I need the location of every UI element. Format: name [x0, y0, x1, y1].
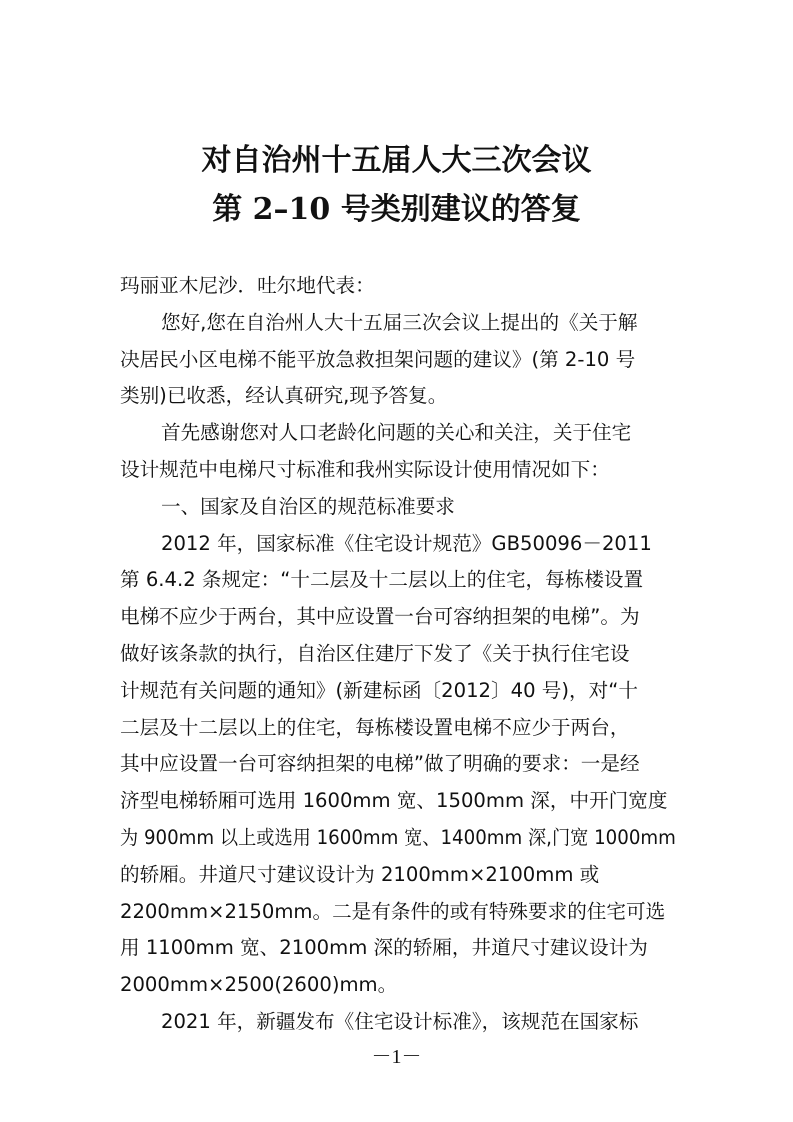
body-line: 用 1100mm 宽、2100mm 深的轿厢，井道尺寸建议设计为	[120, 936, 648, 960]
page-number: －1－	[371, 1046, 422, 1068]
body-line: 2000mm×2500(2600)mm。	[120, 973, 398, 997]
salutation: 玛丽亚木尼沙．吐尔地代表：	[120, 274, 375, 297]
body-line: 设计规范中电梯尺寸标准和我州实际设计使用情况如下：	[120, 458, 610, 481]
body-line: 电梯不应少于两台，其中应设置一台可容纳担架的电梯”。为	[120, 605, 640, 629]
body-line: 二层及十二层以上的住宅，每栋楼设置电梯不应少于两台，	[120, 715, 630, 739]
body-line: 决居民小区电梯不能平放急救担架问题的建议》(第 2-10 号	[120, 347, 636, 371]
document-title-line-1: 对自治州十五届人大三次会议	[201, 143, 592, 178]
body-line: 的轿厢。井道尺寸建议设计为 2100mm×2100mm 或	[120, 862, 600, 886]
body-line: 第 6.4.2 条规定：“十二层及十二层以上的住宅，每栋楼设置	[120, 568, 644, 592]
body-line: 其中应设置一台可容纳担架的电梯”做了明确的要求：一是经	[120, 752, 640, 776]
body-line: 济型电梯轿厢可选用 1600mm 宽、1500mm 深，中开门宽度	[120, 789, 668, 813]
body-line: 2021 年，新疆发布《住宅设计标准》，该规范在国家标	[161, 1010, 639, 1033]
body-line: 为 900mm 以上或选用 1600mm 宽、1400mm 深,门宽 1000mm	[120, 826, 676, 849]
body-line: 计规范有关问题的通知》(新建标函〔2012〕40 号)，对“十	[120, 678, 638, 702]
section-heading: 一、国家及自治区的规范标准要求	[161, 494, 455, 518]
document-title-line-2: 第 2–10 号类别建议的答复	[212, 192, 581, 227]
body-line: 您好,您在自治州人大十五届三次会议上提出的《关于解	[161, 310, 638, 334]
body-line: 2200mm×2150mm。二是有条件的或有特殊要求的住宅可选	[120, 899, 666, 923]
body-line: 2012 年，国家标准《住宅设计规范》GB50096－2011	[161, 531, 652, 555]
body-line: 首先感谢您对人口老龄化问题的关心和关注，关于住宅	[161, 421, 632, 445]
body-line: 类别)已收悉，经认真研究,现予答复。	[120, 384, 448, 408]
body-line: 做好该条款的执行，自治区住建厅下发了《关于执行住宅设	[120, 642, 630, 665]
